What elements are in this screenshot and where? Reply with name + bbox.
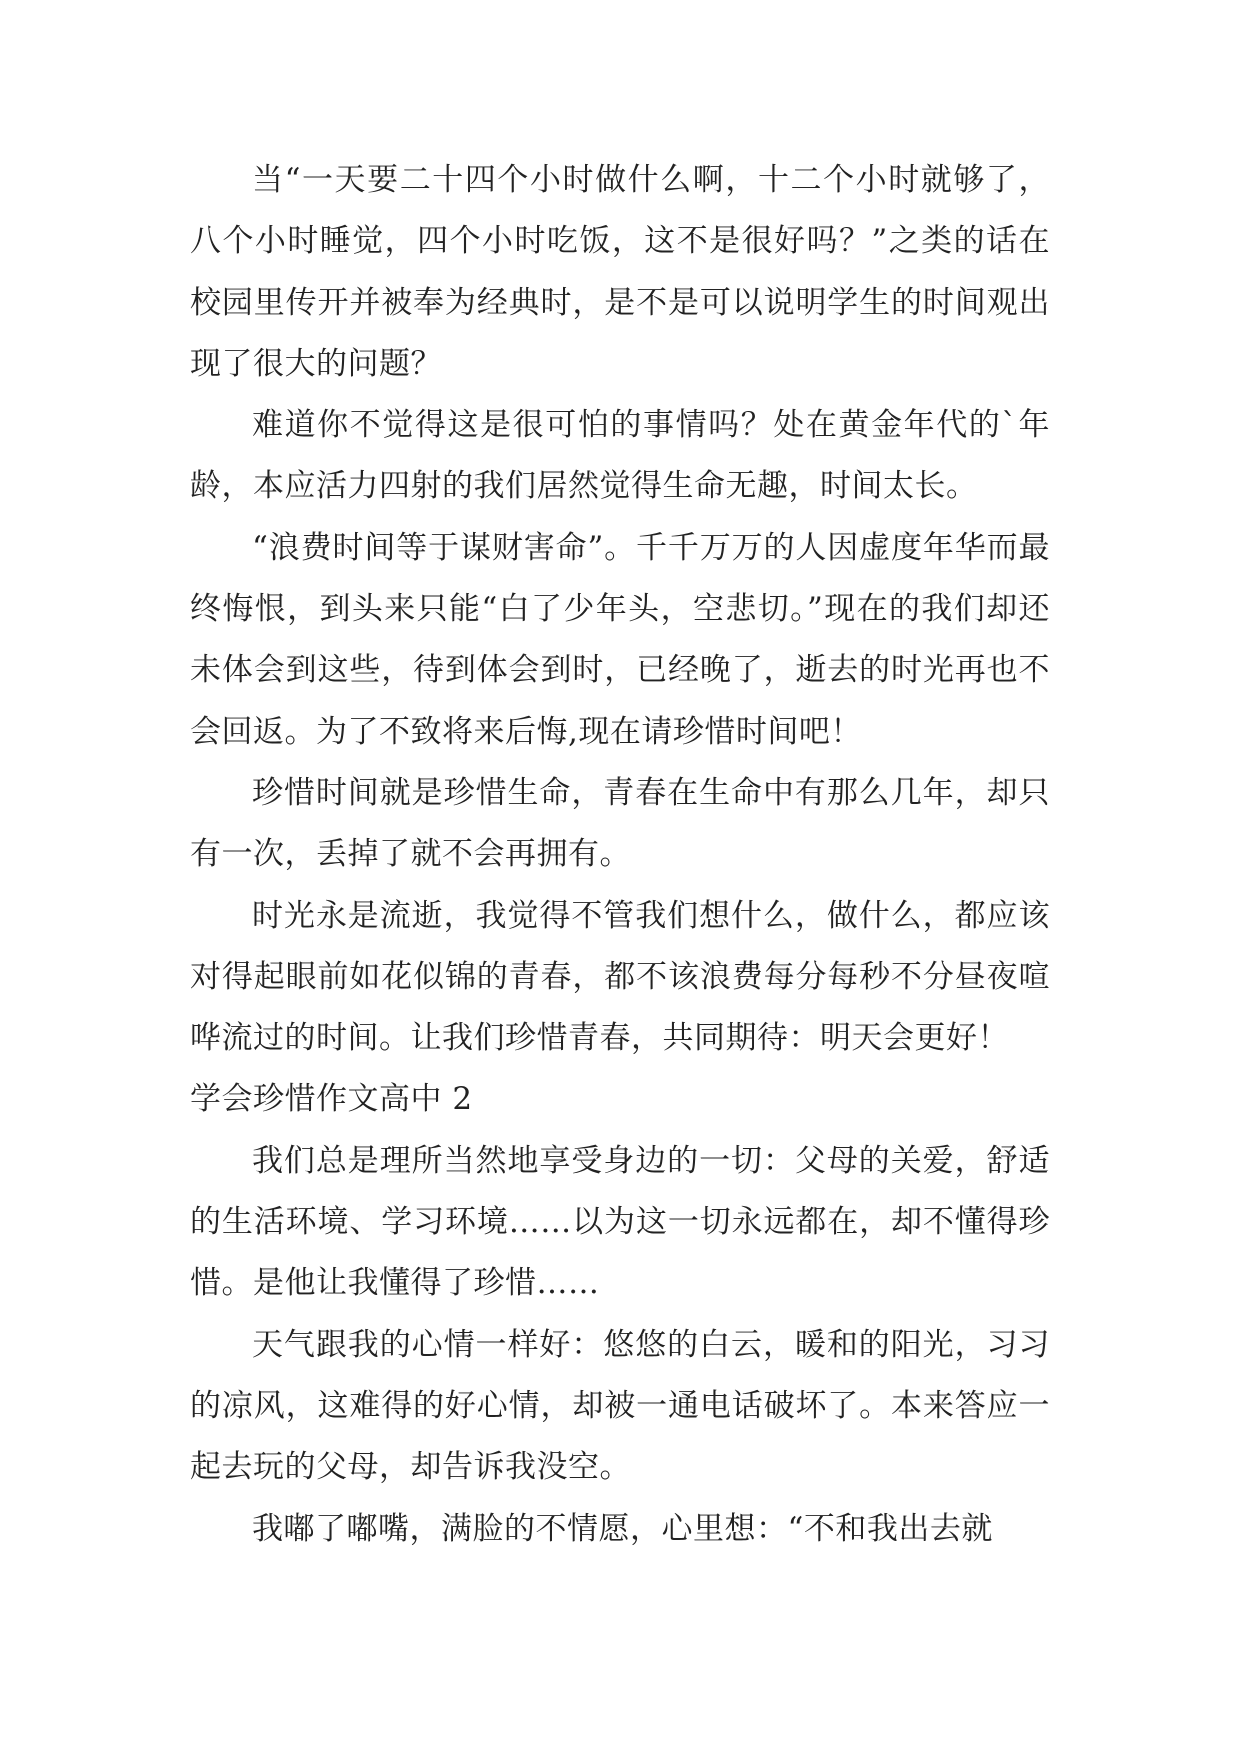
paragraph: 当“一天要二十四个小时做什么啊，十二个小时就够了，八个小时睡觉，四个小时吃饭，这不是很好吗？”之类的话在校园里传开并被奉为经典时，是不是可以说明学生的时间观出现了很大的问题？ bbox=[190, 162, 1050, 382]
paragraph: 难道你不觉得这是很可怕的事情吗？处在黄金年代的`年龄，本应活力四射的我们居然觉得生命无趣，时间太长。 bbox=[190, 407, 1050, 505]
paragraph: 天气跟我的心情一样好：悠悠的白云，暖和的阳光，习习的凉风，这难得的好心情，却被一通电话破坏了。本来答应一起去玩的父母，却告诉我没空。 bbox=[190, 1326, 1050, 1486]
paragraph: 我们总是理所当然地享受身边的一切：父母的关爱，舒适的生活环境、学习环境……以为这一切永远都在，却不懂得珍惜。是他让我懂得了珍惜…… bbox=[190, 1142, 1050, 1302]
paragraph: 我嘟了嘟嘴，满脸的不情愿，心里想：“不和我出去就 bbox=[252, 1510, 993, 1547]
section-heading: 学会珍惜作文高中 2 bbox=[190, 1081, 473, 1118]
paragraph: “浪费时间等于谋财害命”。千千万万的人因虚度年华而最终悔恨，到头来只能“白了少年头，空悲切。”现在的我们却还未体会到这些，待到体会到时，已经晚了，逝去的时光再也不会回返。为了不致将来后悔,现在请珍惜时间吧！ bbox=[190, 529, 1050, 750]
document-body bbox=[190, 150, 1050, 1560]
paragraph: 时光永是流逝，我觉得不管我们想什么，做什么，都应该对得起眼前如花似锦的青春，都不该浪费每分每秒不分昼夜喧哗流过的时间。让我们珍惜青春，共同期待：明天会更好！ bbox=[190, 897, 1050, 1057]
paragraph: 珍惜时间就是珍惜生命，青春在生命中有那么几年，却只有一次，丢掉了就不会再拥有。 bbox=[190, 774, 1050, 873]
